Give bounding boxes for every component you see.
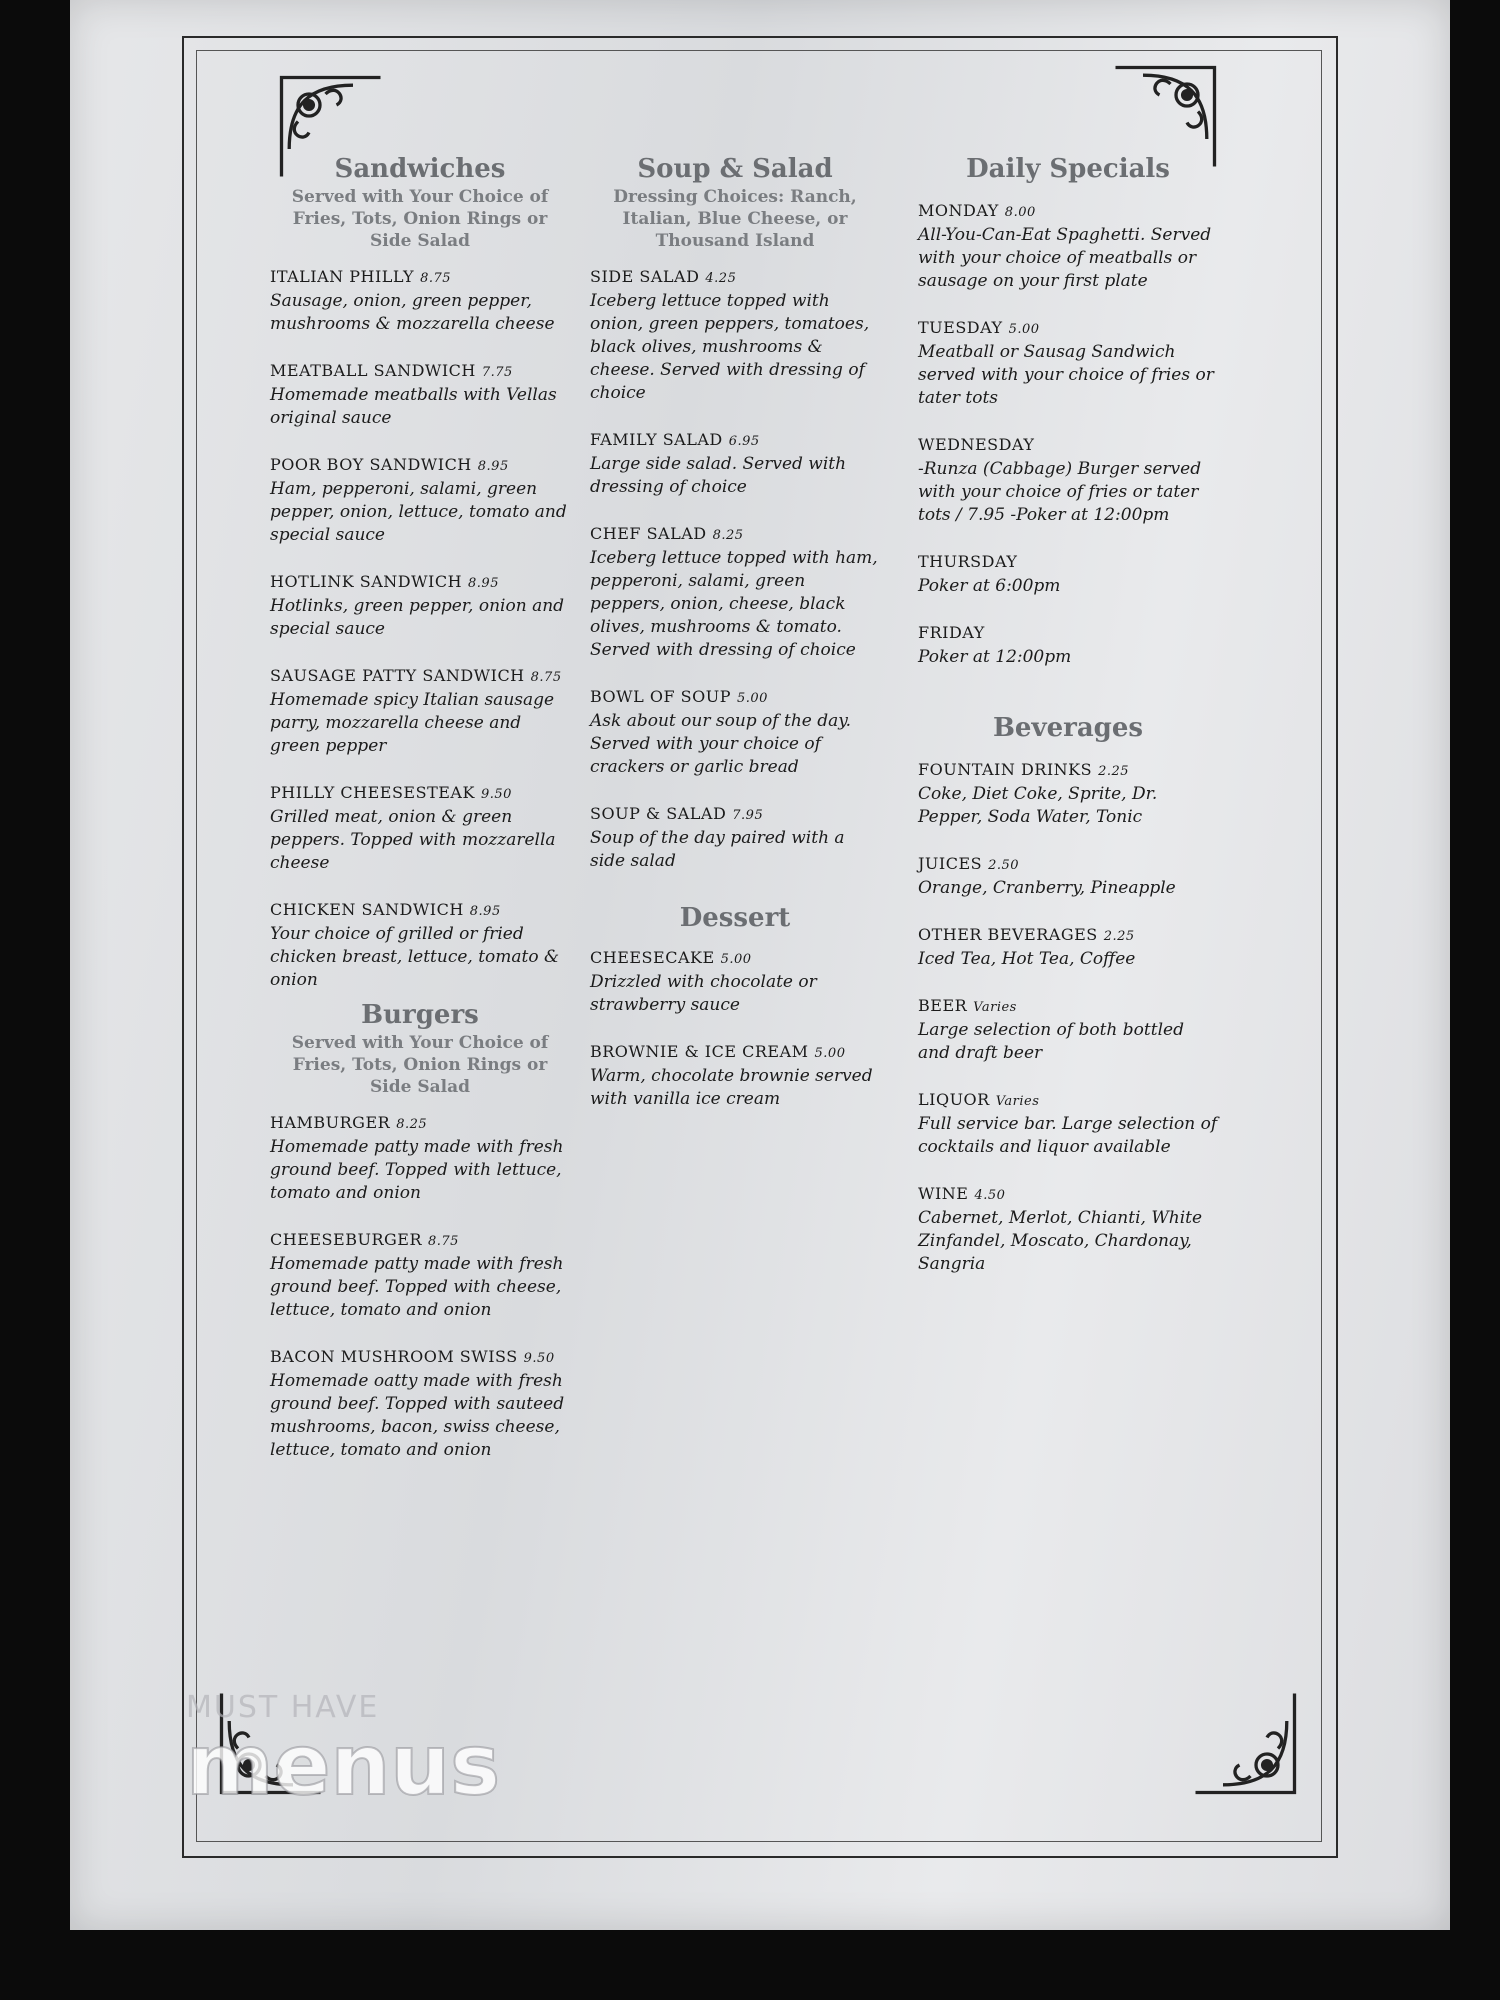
item-name: BEER — [918, 996, 968, 1015]
item-name: PHILLY CHEESESTEAK — [270, 783, 475, 802]
item-name: HAMBURGER — [270, 1113, 391, 1132]
menu-item — [918, 924, 1218, 971]
item-name: BACON MUSHROOM SWISS — [270, 1347, 518, 1366]
item-price: 8.95 — [469, 904, 501, 919]
item-description: Poker at 12:00pm — [918, 647, 1072, 667]
item-name: FAMILY SALAD — [590, 430, 723, 449]
menu-item — [590, 1041, 880, 1111]
item-name: SOUP & SALAD — [590, 804, 727, 823]
menu-item — [918, 434, 1218, 527]
item-description: Cabernet, Merlot, Chianti, White Zinfandel, Moscato, Chardonay, Sangria — [918, 1208, 1203, 1274]
item-description: Homemade meatballs with Vellas original sauce — [270, 385, 557, 428]
item-price: 8.75 — [530, 670, 562, 685]
item-name: BOWL OF SOUP — [590, 687, 731, 706]
item-name: FOUNTAIN DRINKS — [918, 760, 1093, 779]
item-name: THURSDAY — [918, 552, 1018, 571]
menu-item — [918, 995, 1218, 1065]
item-name: OTHER BEVERAGES — [918, 925, 1098, 944]
item-name: HOTLINK SANDWICH — [270, 572, 463, 591]
item-description: All-You-Can-Eat Spaghetti. Served with your choice of meatballs or sausage on your first plate — [918, 225, 1212, 291]
menu-item — [270, 899, 570, 992]
menu-item — [270, 266, 570, 336]
item-name: CHICKEN SANDWICH — [270, 900, 464, 919]
item-name: ITALIAN PHILLY — [270, 267, 415, 286]
menu-item — [270, 1112, 570, 1205]
item-name: MEATBALL SANDWICH — [270, 361, 476, 380]
section-title: Dessert — [679, 903, 791, 933]
item-price: 8.25 — [712, 528, 744, 543]
menu-item — [270, 782, 570, 875]
item-name: CHEESEBURGER — [270, 1230, 422, 1249]
menu-item — [590, 266, 880, 405]
item-price: Varies — [995, 1094, 1040, 1109]
section-title: Sandwiches — [334, 154, 506, 184]
item-price: 7.95 — [732, 808, 764, 823]
menu-item — [590, 686, 880, 779]
menu-column-right — [918, 150, 1218, 1300]
item-description: Homemade oatty made with fresh ground beef. Topped with sauteed mushrooms, bacon, swiss cheese, lettuce, tomato and onion — [270, 1371, 565, 1460]
item-description: Iced Tea, Hot Tea, Coffee — [918, 949, 1136, 969]
menu-item — [918, 200, 1218, 293]
item-name: TUESDAY — [918, 318, 1003, 337]
menu-item — [590, 429, 880, 499]
item-name: CHEF SALAD — [590, 524, 707, 543]
item-price: 5.00 — [720, 952, 752, 967]
item-price: 7.75 — [481, 365, 513, 380]
menu-item — [918, 1089, 1218, 1159]
watermark-line2: menus — [186, 1716, 501, 1814]
item-name: LIQUOR — [918, 1090, 990, 1109]
item-name: SIDE SALAD — [590, 267, 700, 286]
item-price: 8.75 — [420, 271, 452, 286]
item-price: 8.25 — [396, 1117, 428, 1132]
item-description: Homemade spicy Italian sausage parry, mozzarella cheese and green pepper — [270, 690, 555, 756]
menu-item — [918, 622, 1218, 669]
section-burgers — [270, 1000, 570, 1462]
section-title: Soup & Salad — [637, 154, 833, 184]
item-price: 8.75 — [428, 1234, 459, 1249]
item-description: Ham, pepperoni, salami, green pepper, onion, lettuce, tomato and special sauce — [270, 479, 567, 545]
section-subtitle: Served with Your Choice of Fries, Tots, Onion Rings or Side Salad — [291, 187, 549, 251]
section-title: Daily Specials — [966, 154, 1170, 184]
section-title: Beverages — [992, 713, 1144, 743]
item-name: MONDAY — [918, 201, 999, 220]
item-price: 5.00 — [1008, 322, 1040, 337]
item-description: Homemade patty made with fresh ground beef. Topped with cheese, lettuce, tomato and onion — [270, 1254, 564, 1320]
section-beverages — [918, 713, 1218, 1276]
item-price: 9.50 — [523, 1351, 555, 1366]
item-description: Hotlinks, green pepper, onion and special sauce — [270, 596, 565, 639]
menu-item — [270, 665, 570, 758]
item-name: POOR BOY SANDWICH — [270, 455, 472, 474]
menu-item — [590, 947, 880, 1017]
menu-item — [270, 454, 570, 547]
menu-item — [590, 803, 880, 873]
item-description: Drizzled with chocolate or strawberry sauce — [590, 972, 817, 1015]
watermark-logo — [186, 1690, 516, 1814]
item-description: Meatball or Sausag Sandwich served with your choice of fries or tater tots — [918, 342, 1214, 408]
watermark-line1: MUST HAVE — [186, 1690, 380, 1725]
item-name: WEDNESDAY — [918, 435, 1035, 454]
item-price: 9.50 — [480, 787, 512, 802]
item-price: Varies — [973, 1000, 1017, 1015]
item-price: 8.95 — [477, 459, 509, 474]
section-soup-salad — [590, 154, 880, 873]
item-description: Warm, chocolate brownie served with vanilla ice cream — [590, 1066, 873, 1109]
item-price: 6.95 — [728, 434, 760, 449]
menu-item — [270, 360, 570, 430]
item-description: Orange, Cranberry, Pineapple — [918, 878, 1176, 898]
item-price: 4.50 — [974, 1188, 1006, 1203]
item-name: WINE — [918, 1184, 969, 1203]
section-sandwiches — [270, 154, 570, 992]
menu-item — [918, 1183, 1218, 1276]
item-description: Iceberg lettuce topped with onion, green peppers, tomatoes, black olives, mushrooms & cheese. Served with dressing of choice — [590, 291, 870, 403]
item-description: Ask about our soup of the day. Served with your choice of crackers or garlic bread — [590, 711, 851, 777]
section-subtitle: Dressing Choices: Ranch, Italian, Blue Cheese, or Thousand Island — [613, 187, 857, 251]
item-price: 2.25 — [1098, 764, 1130, 779]
section-subtitle: Served with Your Choice of Fries, Tots, Onion Rings or Side Salad — [291, 1033, 549, 1097]
item-description: Your choice of grilled or fried chicken breast, lettuce, tomato & onion — [270, 924, 560, 990]
menu-item — [918, 853, 1218, 900]
menu-item — [918, 551, 1218, 598]
item-name: JUICES — [918, 854, 983, 873]
section-title: Burgers — [361, 1000, 479, 1030]
item-description: Coke, Diet Coke, Sprite, Dr. Pepper, Soda Water, Tonic — [918, 784, 1158, 827]
menu-item — [590, 523, 880, 662]
menu-item — [918, 317, 1218, 410]
item-price: 5.00 — [736, 691, 768, 706]
menu-column-left — [270, 150, 570, 1486]
item-name: FRIDAY — [918, 623, 985, 642]
item-price: 5.00 — [814, 1046, 846, 1061]
menu-item — [270, 1346, 570, 1462]
item-description: Large side salad. Served with dressing of choice — [590, 454, 847, 497]
item-description: Sausage, onion, green pepper, mushrooms & mozzarella cheese — [270, 291, 555, 334]
menu-item — [270, 1229, 570, 1322]
item-description: Iceberg lettuce topped with ham, pepperoni, salami, green peppers, onion, cheese, black olives, mushrooms & tomato. Served with dressing of choice — [590, 548, 878, 660]
item-price: 8.00 — [1004, 205, 1036, 220]
item-description: Grilled meat, onion & green peppers. Topped with mozzarella cheese — [270, 807, 556, 873]
item-description: Large selection of both bottled and draft beer — [918, 1020, 1184, 1063]
item-name: BROWNIE & ICE CREAM — [590, 1042, 809, 1061]
item-description: Homemade patty made with fresh ground beef. Topped with lettuce, tomato and onion — [270, 1137, 564, 1203]
menu-item — [918, 759, 1218, 829]
item-price: 8.95 — [468, 576, 499, 591]
item-price: 4.25 — [705, 271, 737, 286]
section-dessert — [590, 903, 880, 1111]
menu-item — [270, 571, 570, 641]
section-daily-specials — [918, 154, 1218, 669]
corner-ornament-icon — [1190, 1688, 1300, 1798]
item-description: Poker at 6:00pm — [918, 576, 1061, 596]
item-price: 2.50 — [988, 858, 1020, 873]
item-description: -Runza (Cabbage) Burger served with your choice of fries or tater tots / 7.95 -Poker at 12:00pm — [918, 459, 1202, 525]
item-name: CHEESECAKE — [590, 948, 715, 967]
item-price: 2.25 — [1103, 929, 1135, 944]
item-description: Soup of the day paired with a side salad — [590, 828, 845, 871]
menu-column-center — [590, 150, 880, 1135]
item-name: SAUSAGE PATTY SANDWICH — [270, 666, 525, 685]
item-description: Full service bar. Large selection of cocktails and liquor available — [918, 1114, 1218, 1157]
